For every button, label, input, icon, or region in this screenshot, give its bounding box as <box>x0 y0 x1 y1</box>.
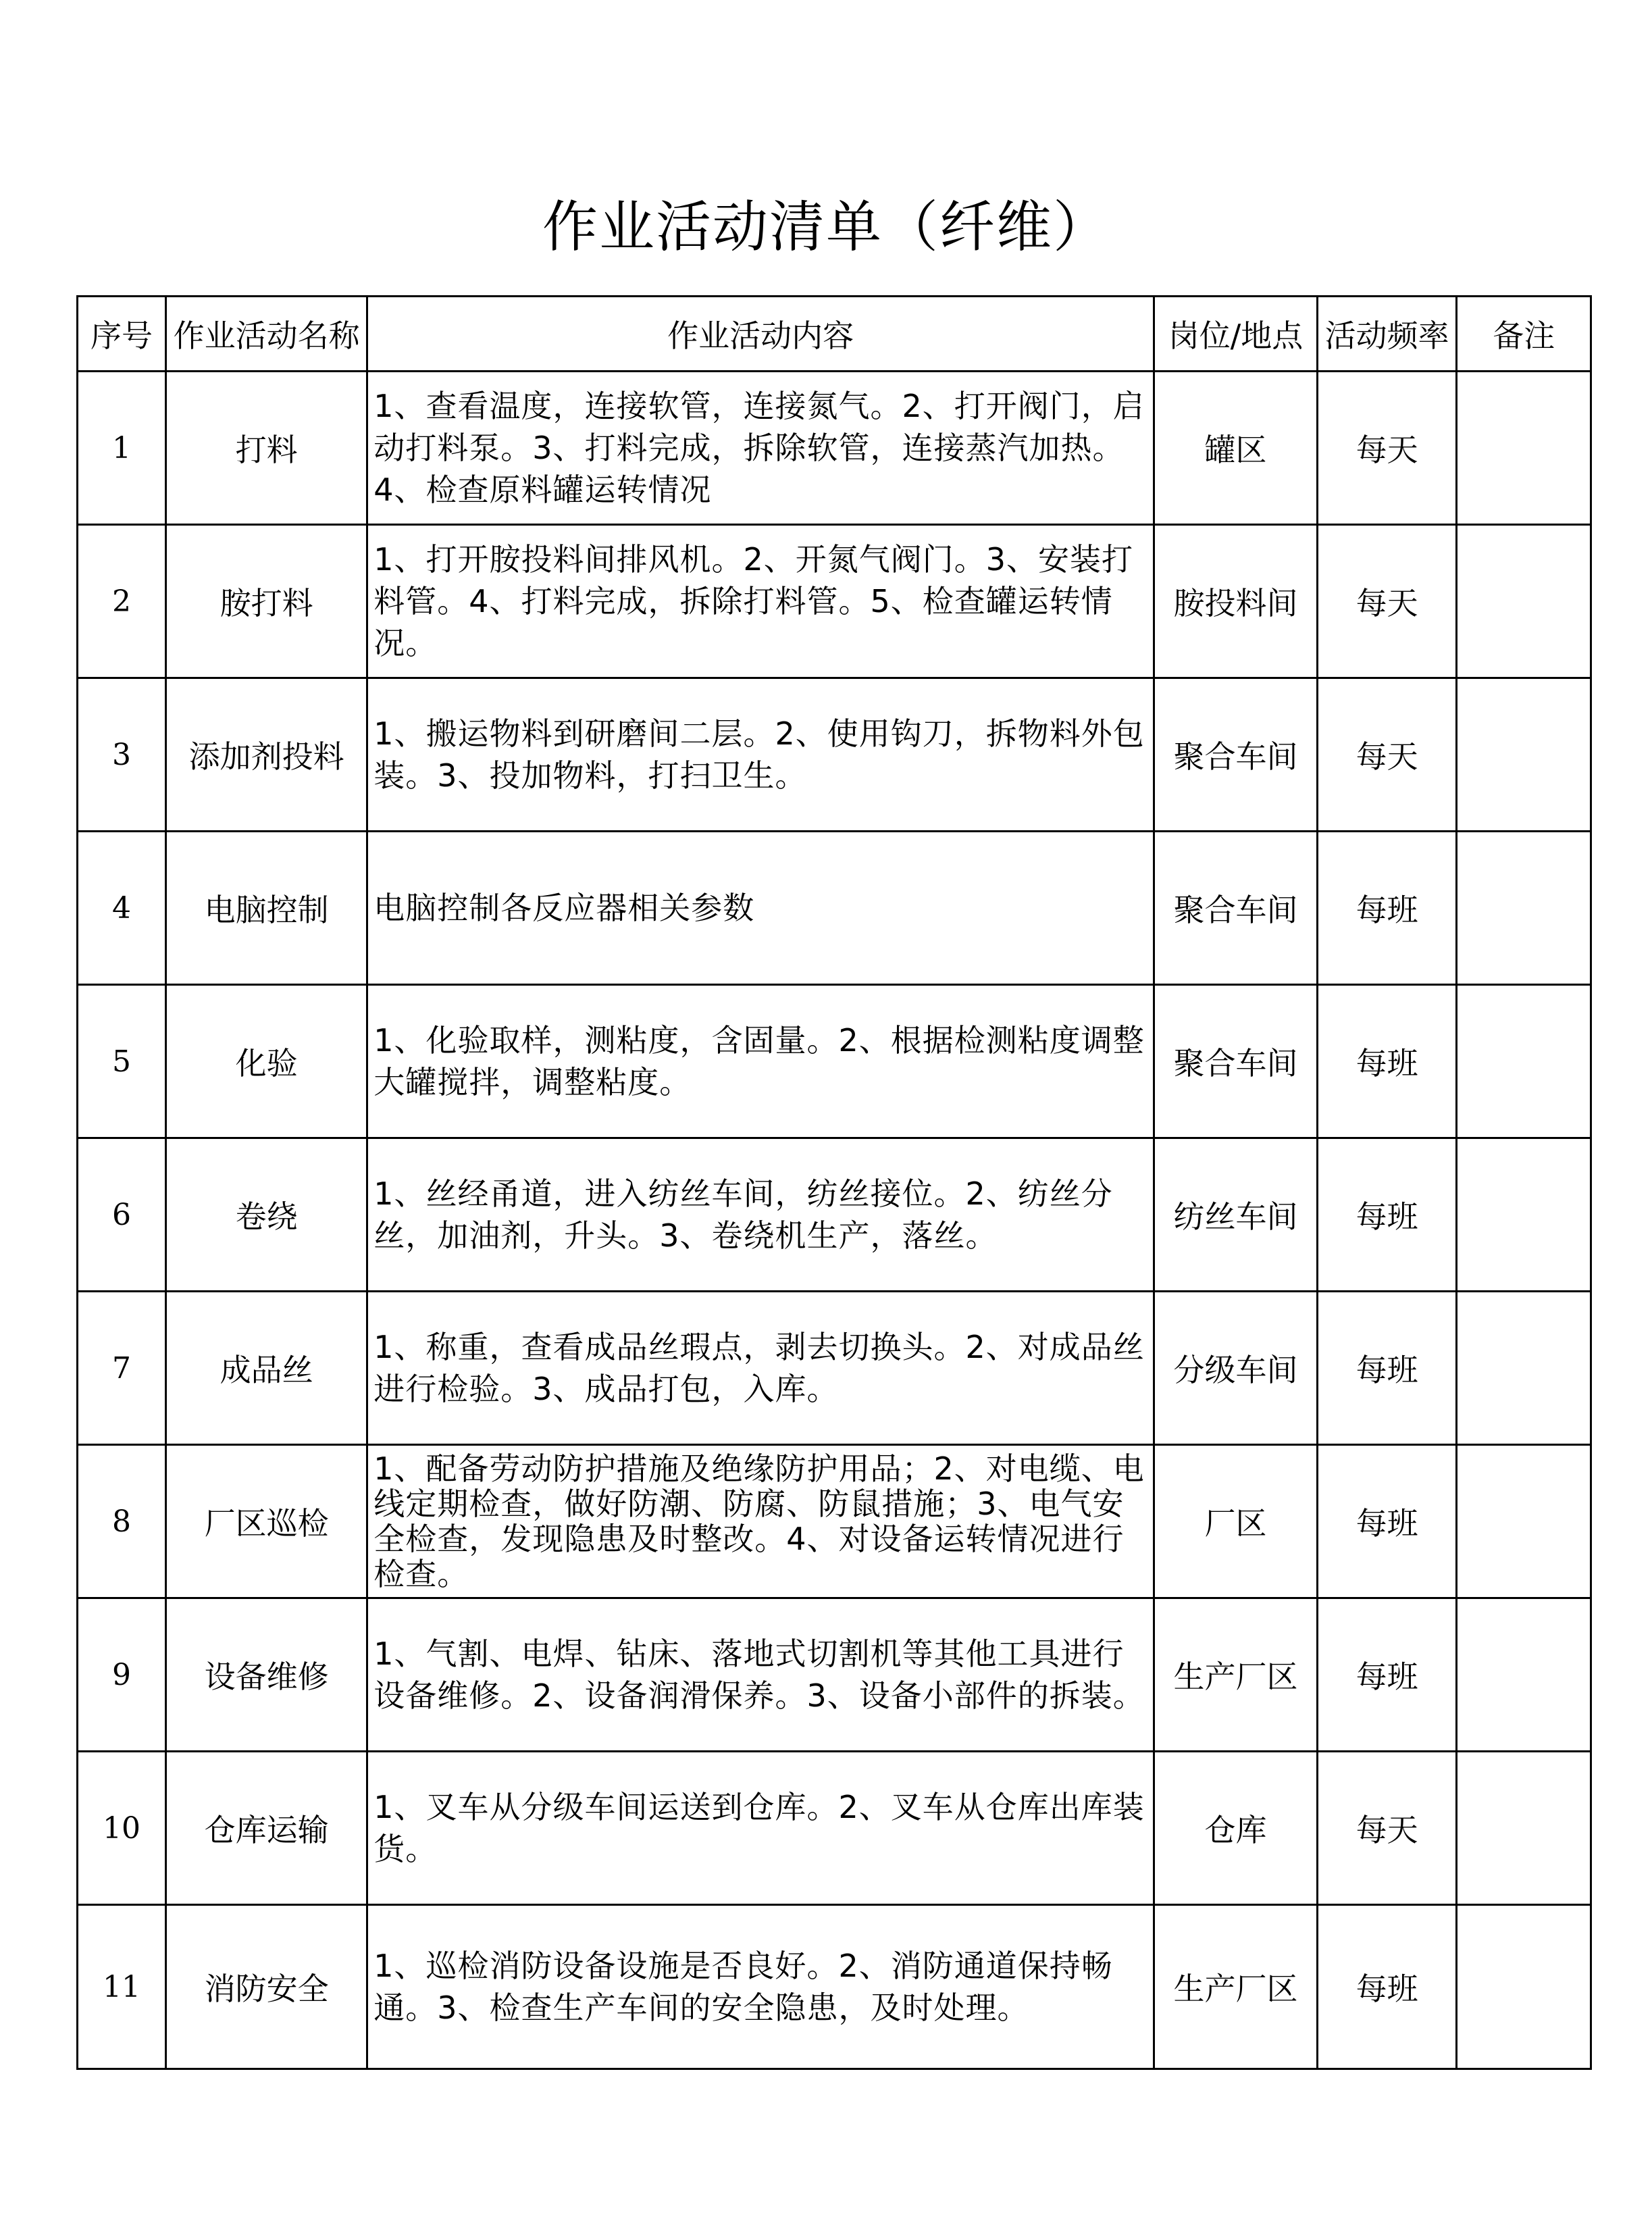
table-row <box>78 1445 1591 1598</box>
row-name: 电脑控制 <box>165 832 367 985</box>
row-frequency: 每天 <box>1317 372 1457 525</box>
table-row <box>78 1292 1591 1445</box>
row-remark <box>1457 1292 1591 1445</box>
row-frequency: 每班 <box>1317 1598 1457 1752</box>
row-frequency: 每班 <box>1317 985 1457 1138</box>
table-row <box>78 678 1591 832</box>
row-name: 添加剂投料 <box>165 678 367 832</box>
row-remark <box>1457 678 1591 832</box>
row-content: 1、称重，查看成品丝瑕点，剥去切换头。2、对成品丝进行检验。3、成品打包，入库。 <box>367 1292 1154 1445</box>
row-content: 1、气割、电焊、钻床、落地式切割机等其他工具进行设备维修。2、设备润滑保养。3、设备小部件的拆装。 <box>367 1598 1154 1752</box>
header-frequency: 活动频率 <box>1317 297 1457 372</box>
row-seq: 8 <box>78 1445 166 1598</box>
row-remark <box>1457 832 1591 985</box>
row-frequency: 每天 <box>1317 1752 1457 1905</box>
header-content: 作业活动内容 <box>367 297 1154 372</box>
row-remark <box>1457 1445 1591 1598</box>
row-content: 1、查看温度，连接软管，连接氮气。2、打开阀门，启动打料泵。3、打料完成，拆除软管，连接蒸汽加热。4、检查原料罐运转情况 <box>367 372 1154 525</box>
table-row <box>78 1752 1591 1905</box>
row-remark <box>1457 372 1591 525</box>
row-remark <box>1457 1752 1591 1905</box>
row-content: 电脑控制各反应器相关参数 <box>367 832 1154 985</box>
row-location: 仓库 <box>1154 1752 1318 1905</box>
header-location: 岗位/地点 <box>1154 297 1318 372</box>
row-location: 生产厂区 <box>1154 1905 1318 2069</box>
row-remark <box>1457 1905 1591 2069</box>
row-frequency: 每班 <box>1317 1445 1457 1598</box>
table-row <box>78 525 1591 678</box>
row-seq: 11 <box>78 1905 166 2069</box>
table-row <box>78 1905 1591 2069</box>
table-row <box>78 372 1591 525</box>
row-frequency: 每班 <box>1317 1138 1457 1292</box>
row-seq: 10 <box>78 1752 166 1905</box>
row-seq: 5 <box>78 985 166 1138</box>
row-content: 1、巡检消防设备设施是否良好。2、消防通道保持畅通。3、检查生产车间的安全隐患，及时处理。 <box>367 1905 1154 2069</box>
row-remark <box>1457 985 1591 1138</box>
table-row <box>78 985 1591 1138</box>
row-content: 1、叉车从分级车间运送到仓库。2、叉车从仓库出库装货。 <box>367 1752 1154 1905</box>
row-name: 卷绕 <box>165 1138 367 1292</box>
header-remark: 备注 <box>1457 297 1591 372</box>
row-seq: 7 <box>78 1292 166 1445</box>
row-location: 生产厂区 <box>1154 1598 1318 1752</box>
row-name: 胺打料 <box>165 525 367 678</box>
row-name: 设备维修 <box>165 1598 367 1752</box>
row-content: 1、丝经甬道，进入纺丝车间，纺丝接位。2、纺丝分丝，加油剂，升头。3、卷绕机生产，落丝。 <box>367 1138 1154 1292</box>
row-location: 罐区 <box>1154 372 1318 525</box>
row-frequency: 每班 <box>1317 1905 1457 2069</box>
row-content: 1、搬运物料到研磨间二层。2、使用钩刀，拆物料外包装。3、投加物料，打扫卫生。 <box>367 678 1154 832</box>
row-location: 胺投料间 <box>1154 525 1318 678</box>
row-seq: 3 <box>78 678 166 832</box>
row-seq: 1 <box>78 372 166 525</box>
row-seq: 2 <box>78 525 166 678</box>
header-seq: 序号 <box>78 297 166 372</box>
row-name: 成品丝 <box>165 1292 367 1445</box>
row-name: 化验 <box>165 985 367 1138</box>
table-row <box>78 832 1591 985</box>
table-row <box>78 1138 1591 1292</box>
row-remark <box>1457 1138 1591 1292</box>
row-content: 1、打开胺投料间排风机。2、开氮气阀门。3、安装打料管。4、打料完成，拆除打料管。5、检查罐运转情况。 <box>367 525 1154 678</box>
row-remark <box>1457 1598 1591 1752</box>
row-seq: 6 <box>78 1138 166 1292</box>
row-seq: 9 <box>78 1598 166 1752</box>
row-name: 厂区巡检 <box>165 1445 367 1598</box>
row-frequency: 每天 <box>1317 525 1457 678</box>
activity-table <box>76 295 1592 2070</box>
table-row <box>78 1598 1591 1752</box>
row-location: 纺丝车间 <box>1154 1138 1318 1292</box>
row-location: 聚合车间 <box>1154 985 1318 1138</box>
document-title: 作业活动清单（纤维） <box>542 195 1110 259</box>
row-frequency: 每天 <box>1317 678 1457 832</box>
row-frequency: 每班 <box>1317 1292 1457 1445</box>
row-content: 1、配备劳动防护措施及绝缘防护用品；2、对电缆、电线定期检查，做好防潮、防腐、防鼠措施；3、电气安全检查，发现隐患及时整改。4、对设备运转情况进行检查。 <box>367 1445 1154 1598</box>
row-name: 消防安全 <box>165 1905 367 2069</box>
row-location: 厂区 <box>1154 1445 1318 1598</box>
row-remark <box>1457 525 1591 678</box>
row-location: 聚合车间 <box>1154 678 1318 832</box>
row-content: 1、化验取样，测粘度，含固量。2、根据检测粘度调整大罐搅拌，调整粘度。 <box>367 985 1154 1138</box>
row-name: 打料 <box>165 372 367 525</box>
row-frequency: 每班 <box>1317 832 1457 985</box>
header-row <box>78 297 1591 372</box>
header-name: 作业活动名称 <box>165 297 367 372</box>
row-location: 聚合车间 <box>1154 832 1318 985</box>
row-seq: 4 <box>78 832 166 985</box>
row-name: 仓库运输 <box>165 1752 367 1905</box>
row-location: 分级车间 <box>1154 1292 1318 1445</box>
